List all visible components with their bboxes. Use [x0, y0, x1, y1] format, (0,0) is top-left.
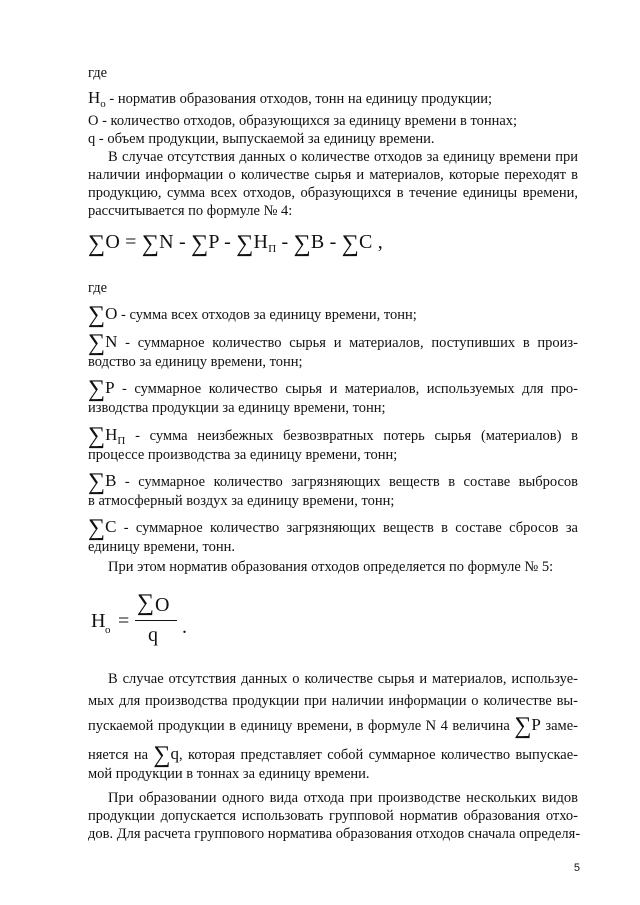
item-emissions [88, 470, 578, 494]
norm-symbol: Н [88, 88, 101, 107]
paragraph-4-line-1: При образовании одного вида отхода при производстве нескольких видов [108, 790, 578, 806]
sigma-symbol: ∑ [141, 231, 160, 257]
formula-4-term-4: Н [253, 231, 269, 253]
formula-5-numerator: O [155, 594, 170, 616]
item-symbol: В [105, 471, 117, 490]
sigma-symbol: ∑ [88, 515, 106, 541]
paragraph-1-line-4: рассчитывается по формуле № 4: [88, 203, 293, 219]
item-symbol-sub: П [117, 435, 126, 447]
sigma-symbol: ∑ [88, 330, 106, 356]
sigma-symbol: ∑ [153, 742, 171, 768]
item-symbol: С [105, 517, 117, 536]
item-raw-used [88, 377, 578, 401]
sigma-symbol: ∑ [88, 469, 106, 495]
paragraph-3-line-4-text: няется на [88, 747, 149, 763]
paragraph-4-line-2: продукции допускается использовать групповой норматив образования отхо- [88, 808, 578, 824]
inline-symbol-p: P [531, 715, 541, 734]
item-emissions-cont: в атмосферный воздух за единицу времени, тонн; [88, 493, 395, 509]
sigma-symbol: ∑ [341, 231, 360, 257]
formula-5-equals: = [118, 610, 130, 632]
fraction-bar [135, 620, 177, 621]
formula-4-term-4-sub: П [268, 243, 277, 255]
where-label-2: где [88, 280, 108, 296]
item-raw-used-cont: изводства продукции за единицу времени, тонн; [88, 400, 386, 416]
sigma-symbol: ∑ [88, 376, 106, 402]
item-text: - суммарное количество сырья и материалов, используемых для про- [114, 381, 578, 397]
definition-waste: О - количество отходов, образующихся за единицу времени в тоннах; [88, 113, 518, 129]
item-discharges-cont: единицу времени, тонн. [88, 539, 235, 555]
paragraph-3-line-4 [88, 743, 578, 767]
item-losses-cont: процессе производства за единицу времени, тонн; [88, 447, 398, 463]
paragraph-1-line-2: наличии информации о количестве сырья и материалов, которые переходят в [88, 167, 578, 183]
paragraph-4-line-3: дов. Для расчета группового норматива образования отходов сначала определя- [88, 826, 581, 842]
sigma-symbol: ∑ [88, 423, 106, 449]
item-text: - суммарное количество загрязняющих веществ в составе выбросов [116, 474, 578, 490]
inline-symbol-q: q [170, 744, 180, 763]
formula-4-term-3: P - [208, 231, 237, 253]
formula-5-denominator: q [148, 624, 158, 646]
formula-5 [85, 590, 195, 652]
definition-norm [88, 89, 578, 113]
paragraph-1-line-3: продукцию, сумма всех отходов, образующихся в течение единицы времени, [88, 185, 578, 201]
item-symbol: N [105, 332, 118, 351]
norm-symbol-sub: о [100, 98, 106, 110]
paragraph-3-line-1: В случае отсутствия данных о количестве сырья и материалов, используе- [108, 671, 578, 687]
norm-definition: - норматив образования отходов, тонн на единицу продукции; [109, 91, 493, 107]
item-text: - сумма всех отходов за единицу времени, тонн; [117, 307, 417, 323]
paragraph-3-line-5: мой продукции в тоннах за единицу времени. [88, 766, 370, 782]
sigma-symbol: ∑ [191, 231, 209, 257]
formula-4-term-4-minus: - [276, 231, 294, 253]
where-label: где [88, 65, 108, 81]
sigma-symbol: ∑ [236, 231, 254, 257]
paragraph-3-line-3 [88, 714, 578, 738]
paragraph-1-line-1: В случае отсутствия данных о количестве отходов за единицу времени при [108, 149, 578, 165]
formula-5-lhs-sub: о [105, 624, 111, 636]
paragraph-3-line-3-end: заме- [545, 718, 578, 734]
paragraph-3-line-2: мых для производства продукции при наличии информации о количестве вы- [88, 693, 578, 709]
item-text: - сумма неизбежных безвозвратных потерь сырья (материалов) в [125, 428, 578, 444]
item-text: - суммарное количество загрязняющих веществ в составе сбросов за [116, 520, 578, 536]
formula-4-term-5: В - [310, 231, 342, 253]
item-symbol: Н [105, 425, 118, 444]
formula-4-term-6: С , [359, 231, 383, 253]
item-raw-input [88, 331, 578, 355]
formula-5-lhs: Н [91, 610, 106, 632]
item-discharges [88, 516, 578, 540]
item-symbol: P [105, 378, 115, 397]
sigma-symbol: ∑ [88, 302, 106, 328]
formula-4-term-1: O = [105, 231, 142, 253]
formula-5-dot: . [182, 616, 187, 638]
item-text: - суммарное количество сырья и материалов, поступивших в произ- [117, 335, 578, 351]
sigma-symbol: ∑ [137, 590, 155, 616]
item-raw-input-cont: водство за единицу времени, тонн; [88, 354, 303, 370]
item-symbol: O [105, 304, 118, 323]
sigma-symbol: ∑ [88, 231, 106, 257]
item-sum-waste [88, 303, 578, 327]
formula-4-term-2: N - [159, 231, 192, 253]
definition-volume: q - объем продукции, выпускаемой за единицу времени. [88, 131, 435, 147]
paragraph-3-line-4-end: , которая представляет собой суммарное количество выпускае- [179, 747, 579, 763]
sigma-symbol: ∑ [293, 231, 311, 257]
formula-4 [88, 232, 578, 258]
paragraph-3-line-3-text: пускаемой продукции в единицу времени, в формуле N 4 величина [88, 718, 510, 734]
paragraph-2: При этом норматив образования отходов определяется по формуле № 5: [108, 559, 554, 575]
sigma-symbol: ∑ [514, 713, 532, 739]
page-number: 5 [573, 862, 580, 874]
